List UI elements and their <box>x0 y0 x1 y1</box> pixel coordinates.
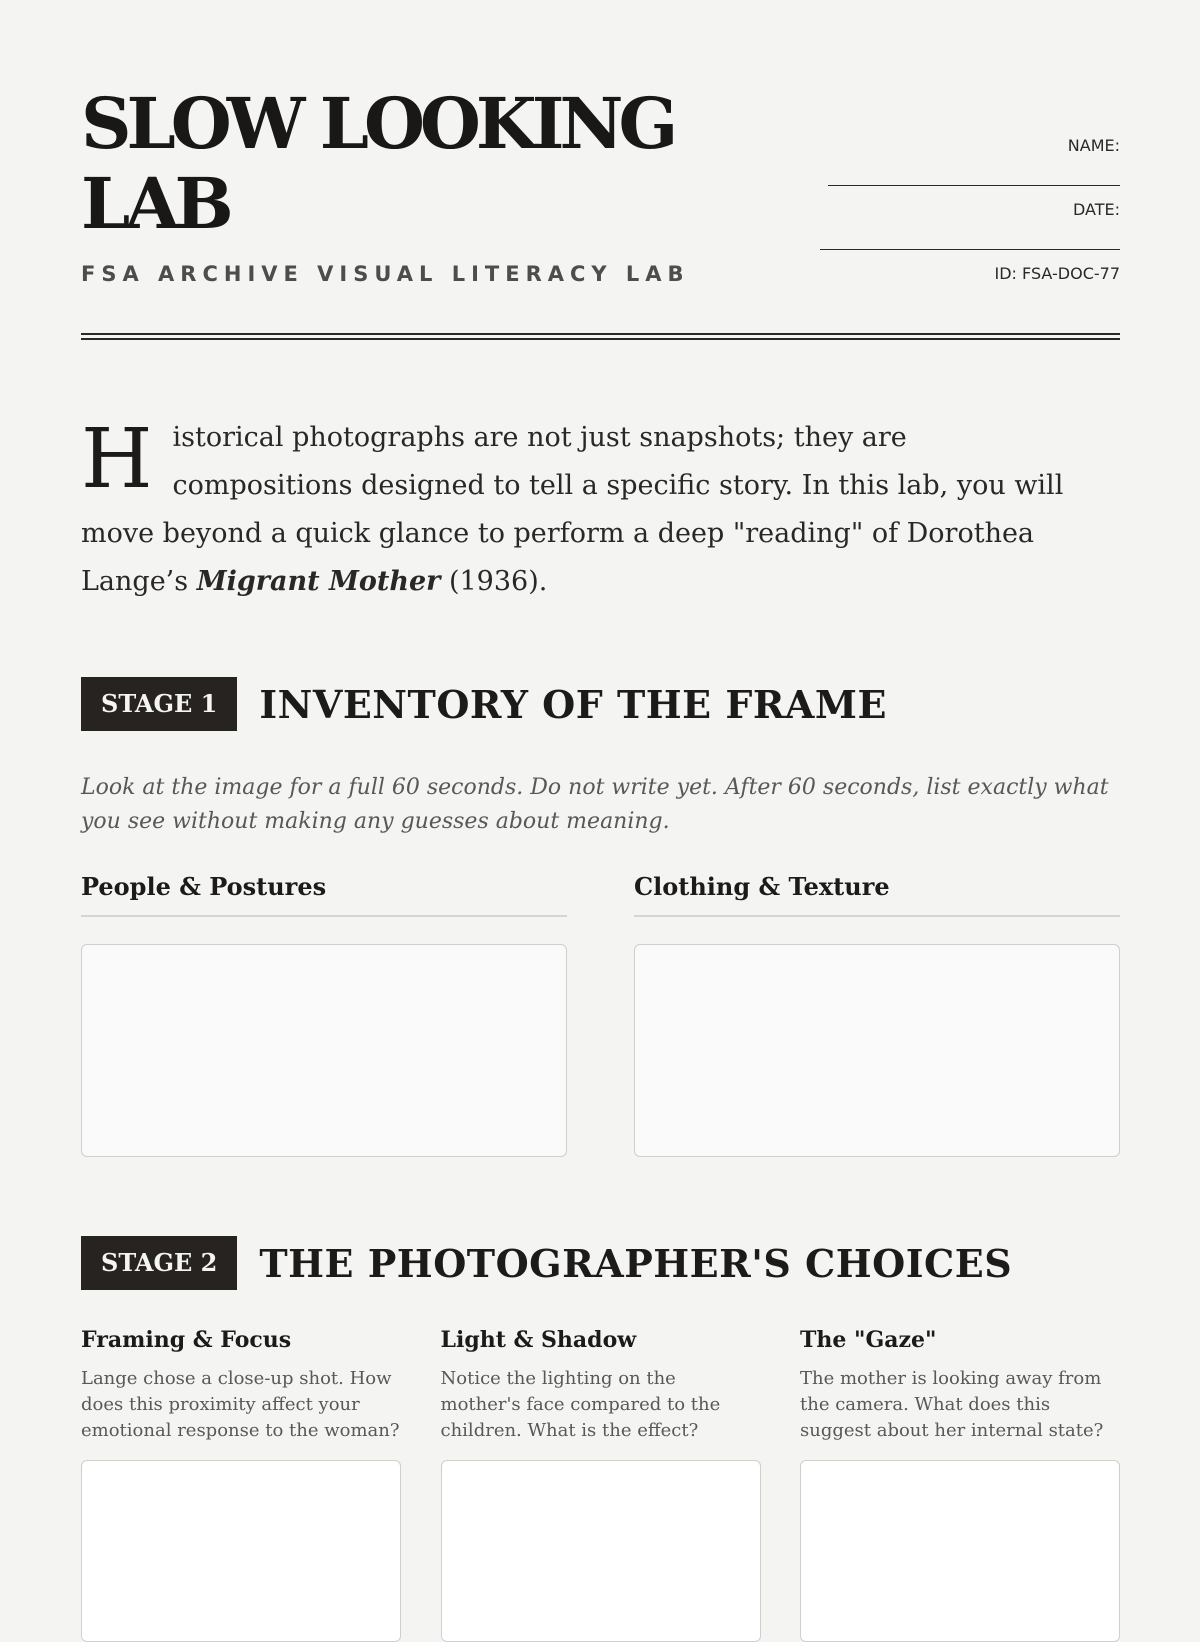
stage-1-columns <box>81 869 1120 1157</box>
stage-1-instructions: Look at the image for a full 60 seconds. Do not write yet. After 60 seconds, list exactly what you see without making any guesses about meaning. <box>81 775 1109 834</box>
column-prompt: Lange chose a close-up shot. How does this proximity affect your emotional response to the woman? <box>81 1368 400 1441</box>
intro-paragraph <box>81 414 1081 606</box>
column-label: The "Gaze" <box>800 1327 937 1353</box>
student-info <box>800 136 1120 284</box>
light-answer-box[interactable] <box>441 1460 761 1642</box>
date-label: DATE: <box>1072 200 1120 219</box>
column-framing <box>81 1324 401 1642</box>
intro-text: istorical photographs are not just snapshots; they are compositions designed to tell a specific story. In this lab, you will move beyond a quick glance to perform a deep "reading" of Dorothea Lange’s <box>81 422 1064 597</box>
column-people <box>81 869 567 1157</box>
people-answer-box[interactable] <box>81 944 567 1157</box>
column-label: Clothing & Texture <box>634 869 1120 917</box>
page-subtitle: FSA ARCHIVE VISUAL LITERACY LAB <box>81 262 690 286</box>
stage-2-columns <box>81 1324 1120 1642</box>
framing-answer-box[interactable] <box>81 1460 401 1642</box>
column-prompt: The mother is looking away from the camera. What does this suggest about her internal state? <box>800 1368 1104 1441</box>
column-prompt: Notice the lighting on the mother's face compared to the children. What is the effect? <box>440 1368 721 1441</box>
name-line[interactable] <box>828 185 1120 186</box>
date-line[interactable] <box>820 249 1120 250</box>
column-label: People & Postures <box>81 869 567 917</box>
stage-badge: STAGE 1 <box>81 677 237 731</box>
worksheet-page <box>81 0 1120 1642</box>
name-label: NAME: <box>1067 136 1120 155</box>
clothing-answer-box[interactable] <box>634 944 1120 1157</box>
stage-badge: STAGE 2 <box>81 1236 237 1290</box>
stage-title: INVENTORY OF THE FRAME <box>259 681 887 727</box>
column-label: Framing & Focus <box>81 1327 292 1353</box>
drop-cap: H <box>81 412 153 507</box>
gaze-answer-box[interactable] <box>800 1460 1120 1642</box>
page-title: SLOW LOOKING LAB <box>81 82 674 245</box>
photo-title: Migrant Mother <box>196 566 441 597</box>
column-light <box>441 1324 761 1642</box>
stage-2-header <box>81 1236 1120 1290</box>
stage-1-header <box>81 677 1120 731</box>
worksheet-header <box>81 0 1120 345</box>
intro-text-end: (1936). <box>440 566 548 597</box>
document-id: ID: FSA-DOC-77 <box>994 264 1120 283</box>
header-divider <box>81 333 1120 340</box>
column-clothing <box>634 869 1120 1157</box>
column-label: Light & Shadow <box>440 1327 637 1353</box>
column-gaze <box>800 1324 1120 1642</box>
stage-title: THE PHOTOGRAPHER'S CHOICES <box>259 1240 1013 1286</box>
